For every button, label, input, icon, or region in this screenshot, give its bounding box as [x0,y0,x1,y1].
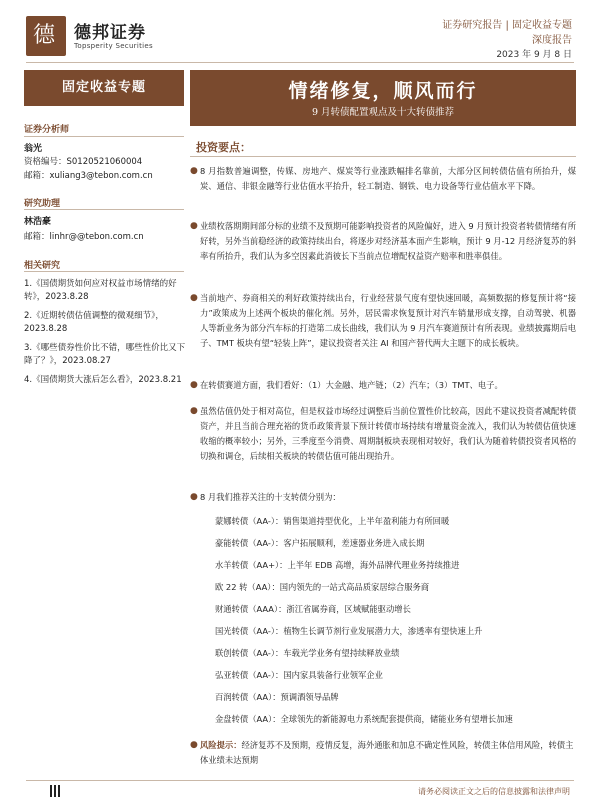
report-type: 证券研究报告 | 固定收益专题 [442,20,572,31]
assistant-email[interactable]: 邮箱：linhr@@tebon.com.cn [24,232,144,242]
company-logo [26,16,66,56]
risk-label: 风险提示： [200,740,242,750]
risk-warning [200,738,576,768]
assistant-name: 林浩豪 [24,217,52,227]
bullet-icon: ● [190,740,198,750]
qr-code-icon [50,785,62,797]
recommendation-item: 水羊转债（AA+）：上半年 EDB 高增，海外品牌代理业务持续推进 [215,560,460,570]
risk-text: 经济复苏不及预期，疫情反复，海外通胀和加息不确定性风险，转债主体信用风险，转债主体业绩未达预期 [200,740,574,765]
key-point-paragraph: 虽然估值仍处于相对高位，但是权益市场经过调整后当前位置性价比较高，因此不建议投资者减配转债资产，并且当前合理充裕的货币政策背景下预计转债市场持续有增量资金流入，我们认为转债估值快速收缩的概率较小；另外，三季度至今消费、周期制板块表现相对较好，我们认为随着转债投资者风格的切换和调仓，后续相关板块的转债估值可能出现抬升。 [200,406,576,461]
analyst-email[interactable]: 邮箱：xuliang3@tebon.com.cn [24,171,153,181]
key-point-paragraph: 在转债赛道方面，我们看好：（1）大金融、地产链；（2）汽车；（3）TMT、电子。 [200,380,503,390]
sidebar-divider [24,136,184,137]
related-item[interactable]: 2.《近期转债估值调整的微观细节》，2023.8.28 [24,311,164,334]
related-item[interactable]: 1.《国债期货如何应对权益市场情绪的好转》，2023.8.28 [24,279,177,302]
recommendation-item: 蒙娜转债（AA-）：销售渠道持型优化，上半年盈利能力有所回暖 [215,516,450,526]
analyst-name: 翁光 [24,144,43,154]
recommendation-item: 百润转债（AA）：预调酒领导品牌 [215,692,339,702]
header-divider [26,62,574,63]
brand-name-cn: 德邦证券 [74,23,146,43]
report-title: 情绪修复，顺风而行 [288,80,478,102]
sidebar-banner: 固定收益专题 [24,70,184,106]
key-point-paragraph: 8 月指数普遍调整，传媒、房地产、煤炭等行业涨跌幅排名靠前，大部分区间转债估值有所抬升，煤炭、通信、非银金融等行业估值水平抬升，轻工制造、钢铁、电力设备等行业估值水平下降。 [200,166,576,191]
bullet-icon: ● [190,380,198,390]
report-subtype: 深度报告 [532,35,572,46]
recommendation-item: 豪能转债（AA-）：客户拓展顺利，差速器业务进入成长期 [215,538,425,548]
analyst-section-title: 证券分析师 [24,125,70,135]
sidebar-divider [24,271,184,272]
bullet-icon: ● [190,221,198,231]
bullet-icon: ● [190,166,198,176]
bullet-icon: ● [190,492,198,502]
bullet-icon: ● [190,406,198,416]
related-section-title: 相关研究 [24,261,61,271]
report-date: 2023 年 9 月 8 日 [496,50,572,60]
recommendation-item: 弘亚转债（AA-）：国内家具装备行业领军企业 [215,670,383,680]
key-points-divider [190,156,576,157]
key-point-paragraph: 业绩枚落期期间部分标的业绩不及预期可能影响投资者的风险偏好，进入 9 月预计投资者转债情绪有所好转，另外当前稳经济的政策持续出台，将逐步对经济基本面产生影响，预计 9 月-12 月经济复苏的斜率有所抬升，我们认为多空因素此消彼长下当前点位增配权益资产赔率和胜率俱佳。 [200,221,576,261]
recommendation-item: 金盘转债（AA）：全球领先的新能源电力系统配套提供商，储能业务有望增长加速 [215,714,513,724]
related-item[interactable]: 3.《哪些债券性价比不错，哪些性价比又下降了？》，2023.08.27 [24,343,186,366]
footer-disclaimer: 请务必阅读正文之后的信息披露和法律声明 [418,787,570,796]
analyst-cert: 资格编号：S0120521060004 [24,157,143,167]
report-subtitle: 9 月转债配置观点及十大转债推荐 [311,107,455,118]
related-list [24,278,186,393]
recommendation-item: 国光转债（AA-）：植物生长调节剂行业发展潜力大，渗透率有望快速上升 [215,626,483,636]
related-item[interactable]: 4.《国债期货大涨后怎么看》，2023.8.21 [24,375,182,385]
assistant-section-title: 研究助理 [24,199,61,209]
sidebar-divider [24,209,184,210]
recommendation-item: 联创转债（AA-）：车载光学业务有望持续释放业绩 [215,648,400,658]
key-point-paragraph: 当前地产、券商相关的利好政策持续出台，行业经营景气度有望快速回暖，高频数据的修复预计将“接力”政策成为上述两个板块的催化剂。另外，居民需求恢复预计对汽车销量形成支撑，自动驾驶、机器人等新业务为部分汽车标的打造第二成长曲线，我们认为 9 月汽车赛道预计有所表现。业绩披露期后电子、TMT 板块有望“轻装上阵”，建议投资者关注 AI 和国产替代两大主题下的成长板块。 [200,293,576,348]
bullet-icon: ● [190,293,198,303]
recommendation-item: 欧 22 转（AA）：国内领先的一站式高品质家居综合服务商 [215,582,430,592]
logo-mark-icon: 德 [33,23,56,48]
footer-divider [26,780,574,781]
recommendation-item: 财通转债（AAA）：浙江省属券商，区域赋能驱动增长 [215,604,411,614]
key-points-heading: 投资要点： [196,141,251,154]
brand-name-en: Topsperity Securities [74,42,153,50]
key-point-paragraph: 8 月我们推荐关注的十支转债分别为： [200,492,341,502]
